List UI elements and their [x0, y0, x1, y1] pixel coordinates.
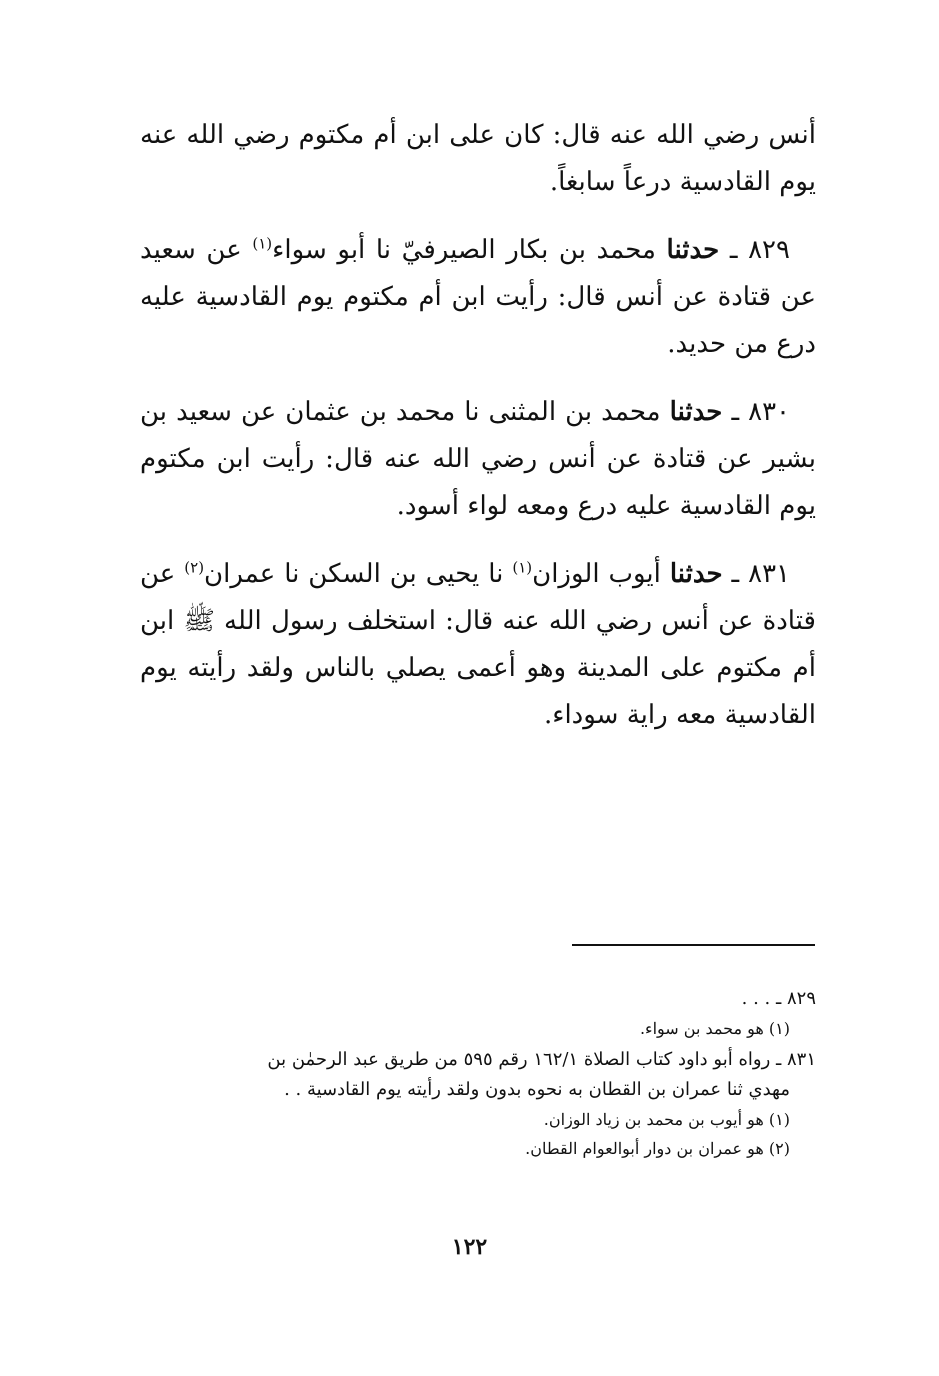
footnote-separator	[572, 944, 815, 946]
hadith-text: عن سعيد عن قتادة عن أنس قال: رأيت ابن أم مكتوم يوم القادسية عليه درع من حديد.	[140, 235, 816, 359]
hadith-number: ٨٣١ ـ	[731, 559, 791, 589]
page-number: ١٢٢	[451, 1234, 488, 1260]
hadith-text: أيوب الوزان	[532, 559, 661, 589]
footnote-829-heading: ٨٢٩ ـ . . .	[741, 988, 816, 1009]
footnote-831-heading: ٨٣١ ـ رواه أبو داود كتاب الصلاة ١٦٢/١ رقم ٥٩٥ من طريق عبد الرحمٰن بن	[267, 1049, 816, 1070]
hadith-830	[140, 389, 816, 530]
hadith-text: نا يحيى بن السكن نا عمران	[204, 559, 504, 589]
continuation-text: أنس رضي الله عنه قال: كان على ابن أم مكتوم رضي الله عنه يوم القادسية درعاً سابغاً.	[140, 120, 816, 197]
hadith-number: ٨٢٩ ـ	[729, 235, 790, 265]
haddathana-keyword: حدثنا	[666, 235, 720, 265]
footnote-marker: (٢)	[184, 558, 205, 577]
footnote-831-continuation: مهدي ثنا عمران بن القطان به نحوه بدون ولقد رأيته يوم القادسية . .	[284, 1079, 790, 1100]
haddathana-keyword: حدثنا	[669, 559, 723, 589]
haddathana-keyword: حدثنا	[669, 397, 723, 427]
footnote-831-2: (٢) هو عمران بن دوار أبوالعوام القطان.	[525, 1139, 790, 1158]
footnote-831-1: (١) هو أيوب بن محمد بن زياد الوزان.	[543, 1110, 790, 1129]
hadith-text: عن قتادة عن أنس رضي الله عنه قال: استخلف رسول الله ﷺ ابن أم مكتوم على المدينة وهو أعمى يصلي بالناس ولقد رأيته يوم القادسية معه راية سوداء.	[140, 559, 816, 730]
footnotes	[140, 984, 816, 1163]
footnote-marker: (١)	[252, 234, 273, 253]
hadith-831	[140, 551, 816, 739]
hadith-829	[140, 227, 816, 368]
paragraph-continuation	[140, 112, 816, 206]
main-text	[140, 112, 816, 760]
footnote-marker: (١)	[512, 558, 533, 577]
hadith-text: محمد بن المثنى نا محمد بن عثمان عن سعيد بن بشير عن قتادة عن أنس رضي الله عنه قال: رأيت ابن مكتوم يوم القادسية عليه درع ومعه لواء أسود.	[140, 397, 816, 521]
hadith-text: محمد بن بكار الصيرفيّ نا أبو سواء	[272, 235, 656, 265]
hadith-number: ٨٣٠ ـ	[731, 397, 791, 427]
footnote-829-1: (١) هو محمد بن سواء.	[639, 1019, 790, 1038]
